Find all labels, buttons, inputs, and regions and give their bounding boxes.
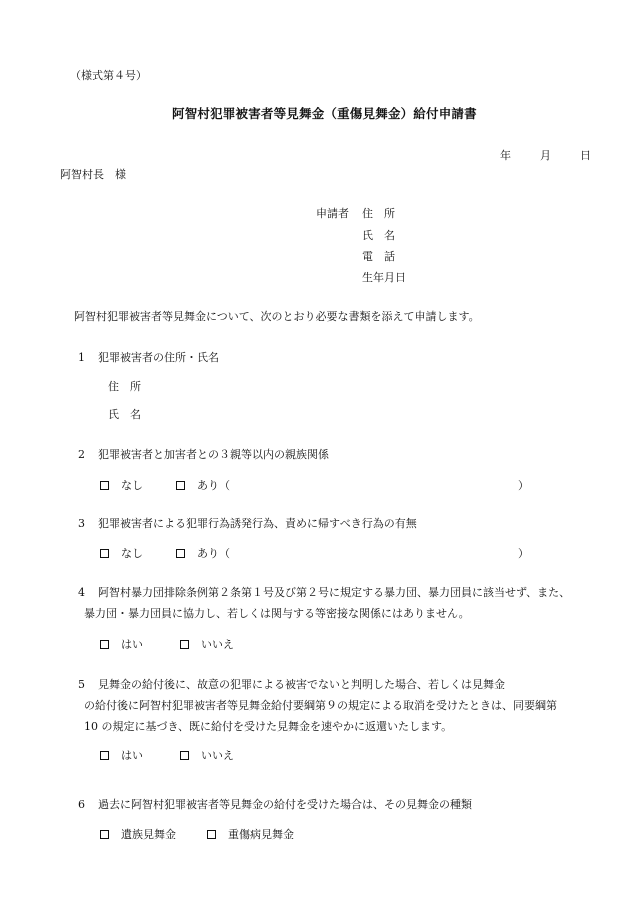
- item-text: 過去に阿智村犯罪被害者等見舞金の給付を受けた場合は、その見舞金の種類: [98, 798, 472, 811]
- item-number: 2: [78, 448, 85, 461]
- option-none[interactable]: [100, 545, 143, 561]
- item-2-options: [100, 477, 530, 493]
- item-number: 6: [78, 798, 85, 811]
- option-no[interactable]: [180, 636, 234, 652]
- option-label: はい: [121, 638, 143, 651]
- checkbox[interactable]: [100, 751, 109, 760]
- date-line: [500, 147, 591, 163]
- item-3-options: [100, 545, 530, 561]
- checkbox[interactable]: [100, 549, 109, 558]
- applicant-birthdate-label: 生年月日: [362, 271, 406, 284]
- intro-text: 阿智村犯罪被害者等見舞金について、次のとおり必要な書類を添えて申請します。: [74, 310, 480, 323]
- option-yes[interactable]: [176, 545, 230, 561]
- item-text: 犯罪被害者による犯罪行為誘発行為、責めに帰すべき行為の有無: [98, 517, 417, 530]
- option-label: あり（: [197, 547, 230, 560]
- option-none[interactable]: [100, 477, 143, 493]
- option-serious-injury[interactable]: [207, 826, 294, 842]
- option-label: いいえ: [201, 638, 234, 651]
- paren-close: ）: [518, 479, 529, 492]
- item-number: 4: [78, 586, 85, 599]
- item-number: 3: [78, 517, 85, 530]
- item-5-line-2: の給付後に阿智村犯罪被害者等見舞金給付要綱第９の規定による取消を受けたときは、同要綱第: [84, 699, 557, 712]
- item-4-options: [100, 636, 234, 652]
- checkbox[interactable]: [207, 830, 216, 839]
- item-6-heading: [78, 796, 472, 812]
- option-bereaved[interactable]: [100, 826, 176, 842]
- option-yes[interactable]: [100, 636, 143, 652]
- item-text: 犯罪被害者と加害者との３親等以内の親族関係: [98, 448, 329, 461]
- checkbox[interactable]: [100, 640, 109, 649]
- option-yes[interactable]: [100, 747, 143, 763]
- checkbox[interactable]: [180, 751, 189, 760]
- option-label: 遺族見舞金: [121, 828, 176, 841]
- addressee: 阿智村長 様: [60, 168, 126, 181]
- date-day: 日: [580, 149, 591, 162]
- option-label: あり（: [197, 479, 230, 492]
- item-4-line-1: [78, 584, 570, 600]
- item-1-heading: [78, 349, 219, 365]
- option-label: なし: [121, 547, 143, 560]
- form-number: （様式第４号）: [70, 69, 147, 82]
- checkbox[interactable]: [176, 481, 185, 490]
- item-number: 1: [78, 351, 85, 364]
- item-6-options: [100, 826, 294, 842]
- item-5-line-1: [78, 676, 505, 692]
- option-no[interactable]: [180, 747, 234, 763]
- item-3-heading: [78, 515, 417, 531]
- option-label: いいえ: [201, 749, 234, 762]
- item-5-line-3: 10 の規定に基づき、既に給付を受けた見舞金を速やかに返還いたします。: [84, 720, 453, 733]
- item-1-name-label: 氏 名: [108, 408, 141, 421]
- option-label: 重傷病見舞金: [228, 828, 294, 841]
- applicant-address-label: 住 所: [362, 207, 395, 220]
- page-title: 阿智村犯罪被害者等見舞金（重傷見舞金）給付申請書: [172, 106, 477, 121]
- applicant-phone-label: 電 話: [362, 250, 395, 263]
- date-month: 月: [540, 149, 551, 162]
- checkbox[interactable]: [176, 549, 185, 558]
- item-text: 阿智村暴力団排除条例第２条第１号及び第２号に規定する暴力団、暴力団員に該当せず、また、: [98, 586, 571, 599]
- option-label: はい: [121, 749, 143, 762]
- checkbox[interactable]: [100, 481, 109, 490]
- option-label: なし: [121, 479, 143, 492]
- applicant-name-label: 氏 名: [362, 229, 395, 242]
- item-text: 見舞金の給付後に、故意の犯罪による被害でないと判明した場合、若しくは見舞金: [98, 678, 505, 691]
- item-4-line-2: 暴力団・暴力団員に協力し、若しくは関与する等密接な関係にはありません。: [84, 607, 470, 620]
- item-1-address-label: 住 所: [108, 380, 141, 393]
- applicant-label: 申請者: [316, 207, 349, 220]
- item-number: 5: [78, 678, 85, 691]
- item-text: 犯罪被害者の住所・氏名: [98, 351, 219, 364]
- checkbox[interactable]: [100, 830, 109, 839]
- paren-close: ）: [518, 547, 529, 560]
- option-yes[interactable]: [176, 477, 230, 493]
- date-year: 年: [500, 149, 511, 162]
- item-2-heading: [78, 446, 329, 462]
- checkbox[interactable]: [180, 640, 189, 649]
- item-5-options: [100, 747, 234, 763]
